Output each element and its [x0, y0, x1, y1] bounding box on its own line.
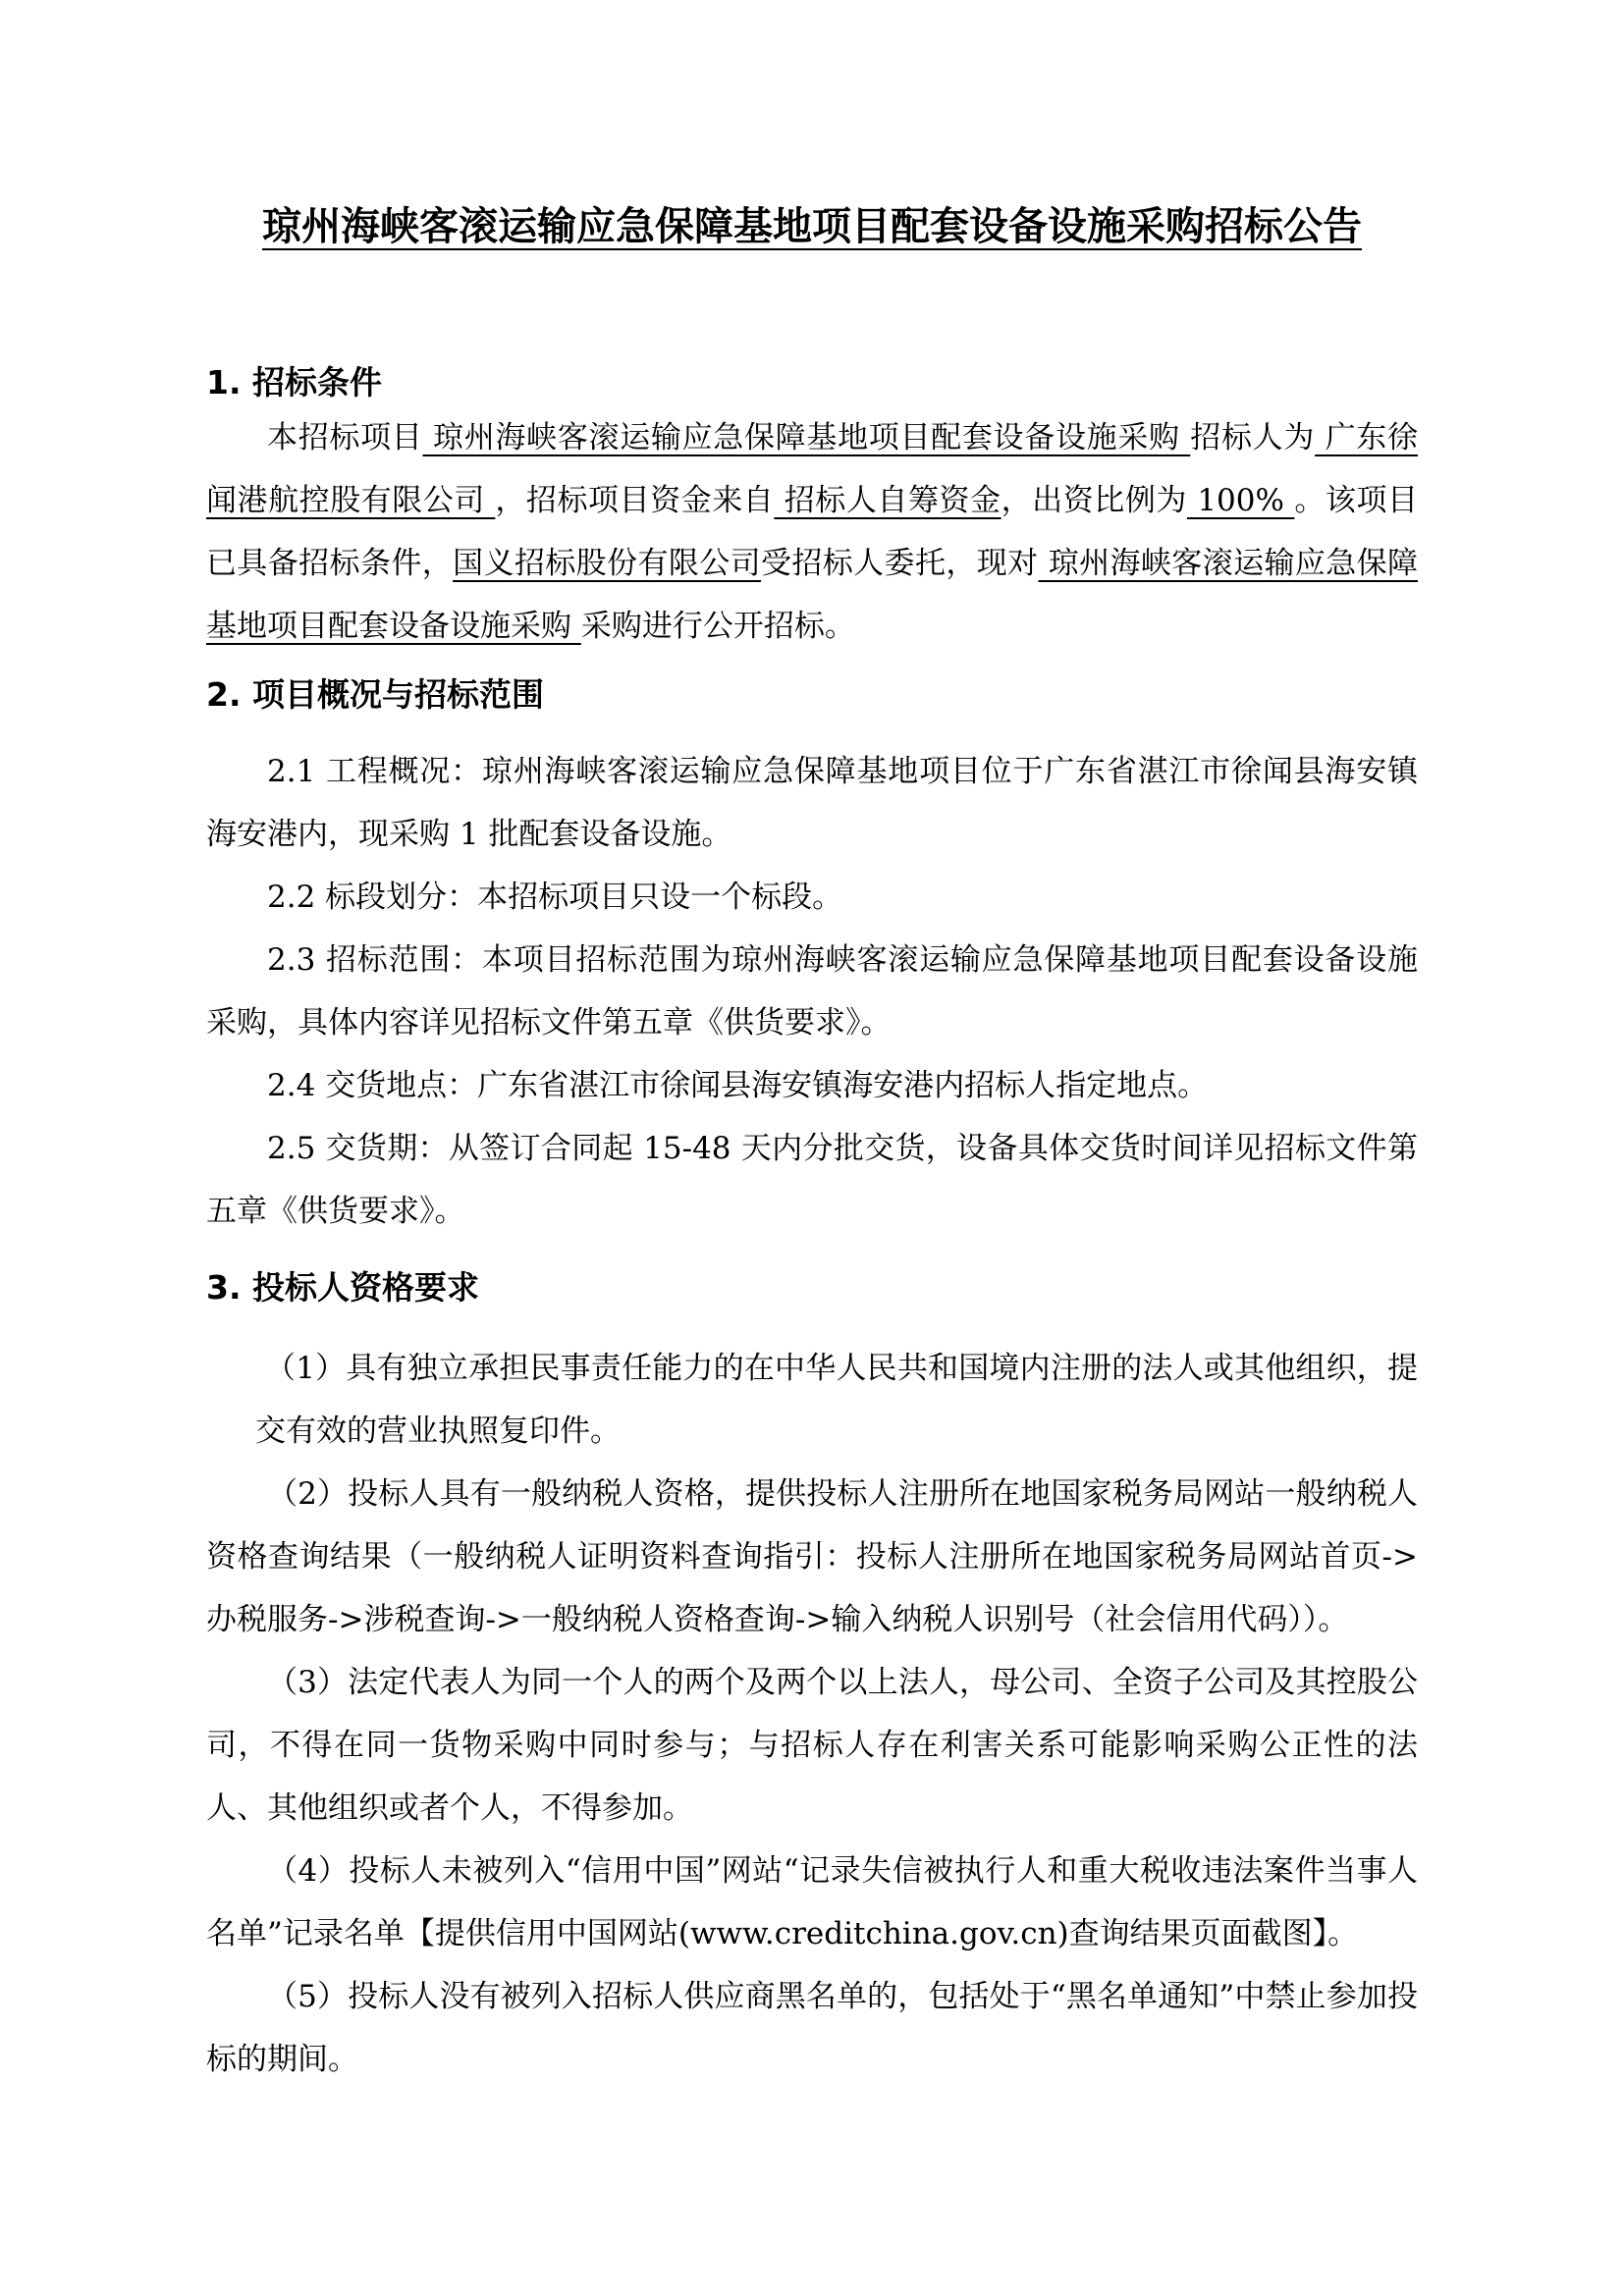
project-name-blank-2: 琼州海峡客滚运输应急保障基地项目配套设备设施采购 [206, 546, 1419, 644]
section-1-heading: 1. 招标条件 [206, 363, 382, 401]
text-run: 采购进行公开招标。 [580, 609, 855, 644]
section-bidder-qualification [206, 1264, 1418, 2091]
qualification-item-4: （4）投标人未被列入“信用中国”网站“记录失信被执行人和重大税收违法案件当事人名单”记录名单【提供信用中国网站(www.creditchina.gov.cn)查询结果页面截图】。 [206, 1853, 1418, 1951]
text-run: 受招标人委托，现对 [761, 546, 1039, 581]
clause-2-3-tender-scope: 2.3 招标范围：本项目招标范围为琼州海峡客滚运输应急保障基地项目配套设备设施采购，具体内容详见招标文件第五章《供货要求》。 [206, 942, 1418, 1041]
section-2-heading: 2. 项目概况与招标范围 [206, 675, 544, 714]
project-overview-body [206, 740, 1418, 1243]
tender-conditions-paragraph [206, 406, 1418, 658]
text-run: 本招标项目 [267, 420, 423, 455]
section-3-heading: 3. 投标人资格要求 [206, 1268, 479, 1307]
qualification-item-3: （3）法定代表人为同一个人的两个及两个以上法人，母公司、全资子公司及其控股公司，不得在同一货物采购中同时参与；与招标人存在利害关系可能影响采购公正性的法人、其他组织或者个人，不得参加。 [206, 1665, 1418, 1826]
funding-source-blank: 招标人自筹资金 [774, 483, 1001, 518]
text-run: 。该项目已具备招标条件， [206, 483, 1419, 581]
qualification-item-2: （2）投标人具有一般纳税人资格，提供投标人注册所在地国家税务局网站一般纳税人资格查询结果（一般纳税人证明资料查询指引：投标人注册所在地国家税务局网站首页->办税服务->涉税查询->一般纳税人资格查询->输入纳税人识别号（社会信用代码））。 [206, 1476, 1418, 1637]
project-name-blank: 琼州海峡客滚运输应急保障基地项目配套设备设施采购 [422, 420, 1191, 455]
funding-ratio-blank: 100% [1186, 483, 1295, 518]
clause-2-2-lot-division: 2.2 标段划分：本招标项目只设一个标段。 [267, 880, 843, 915]
section-tender-conditions [206, 359, 1418, 658]
tender-agency-name: 国义招标股份有限公司 [453, 546, 761, 581]
clause-2-4-delivery-place: 2.4 交货地点：广东省湛江市徐闻县海安镇海安港内招标人指定地点。 [267, 1068, 1209, 1103]
text-run: 招标人为 [1190, 420, 1316, 455]
qualification-item-5: （5）投标人没有被列入招标人供应商黑名单的，包括处于“黑名单通知”中禁止参加投标的期间。 [206, 1979, 1418, 2077]
section-project-overview [206, 671, 1418, 1243]
tenderee-name-blank: 广东徐闻港航控股有限公司 [206, 420, 1419, 518]
qualification-requirements-body [206, 1337, 1418, 2091]
qualification-item-1: （1）具有独立承担民事责任能力的在中华人民共和国境内注册的法人或其他组织，提交有效的营业执照复印件。 [255, 1351, 1418, 1449]
clause-2-1-project-overview: 2.1 工程概况：琼州海峡客滚运输应急保障基地项目位于广东省湛江市徐闻县海安镇海安港内，现采购 1 批配套设备设施。 [206, 754, 1418, 852]
clause-2-5-delivery-period: 2.5 交货期：从签订合同起 15-48 天内分批交货，设备具体交货时间详见招标文件第五章《供货要求》。 [206, 1131, 1418, 1229]
text-run: ，出资比例为 [1001, 483, 1187, 518]
document-title: 琼州海峡客滚运输应急保障基地项目配套设备设施采购招标公告 [262, 204, 1362, 249]
text-run: ，招标项目资金来自 [495, 483, 775, 518]
